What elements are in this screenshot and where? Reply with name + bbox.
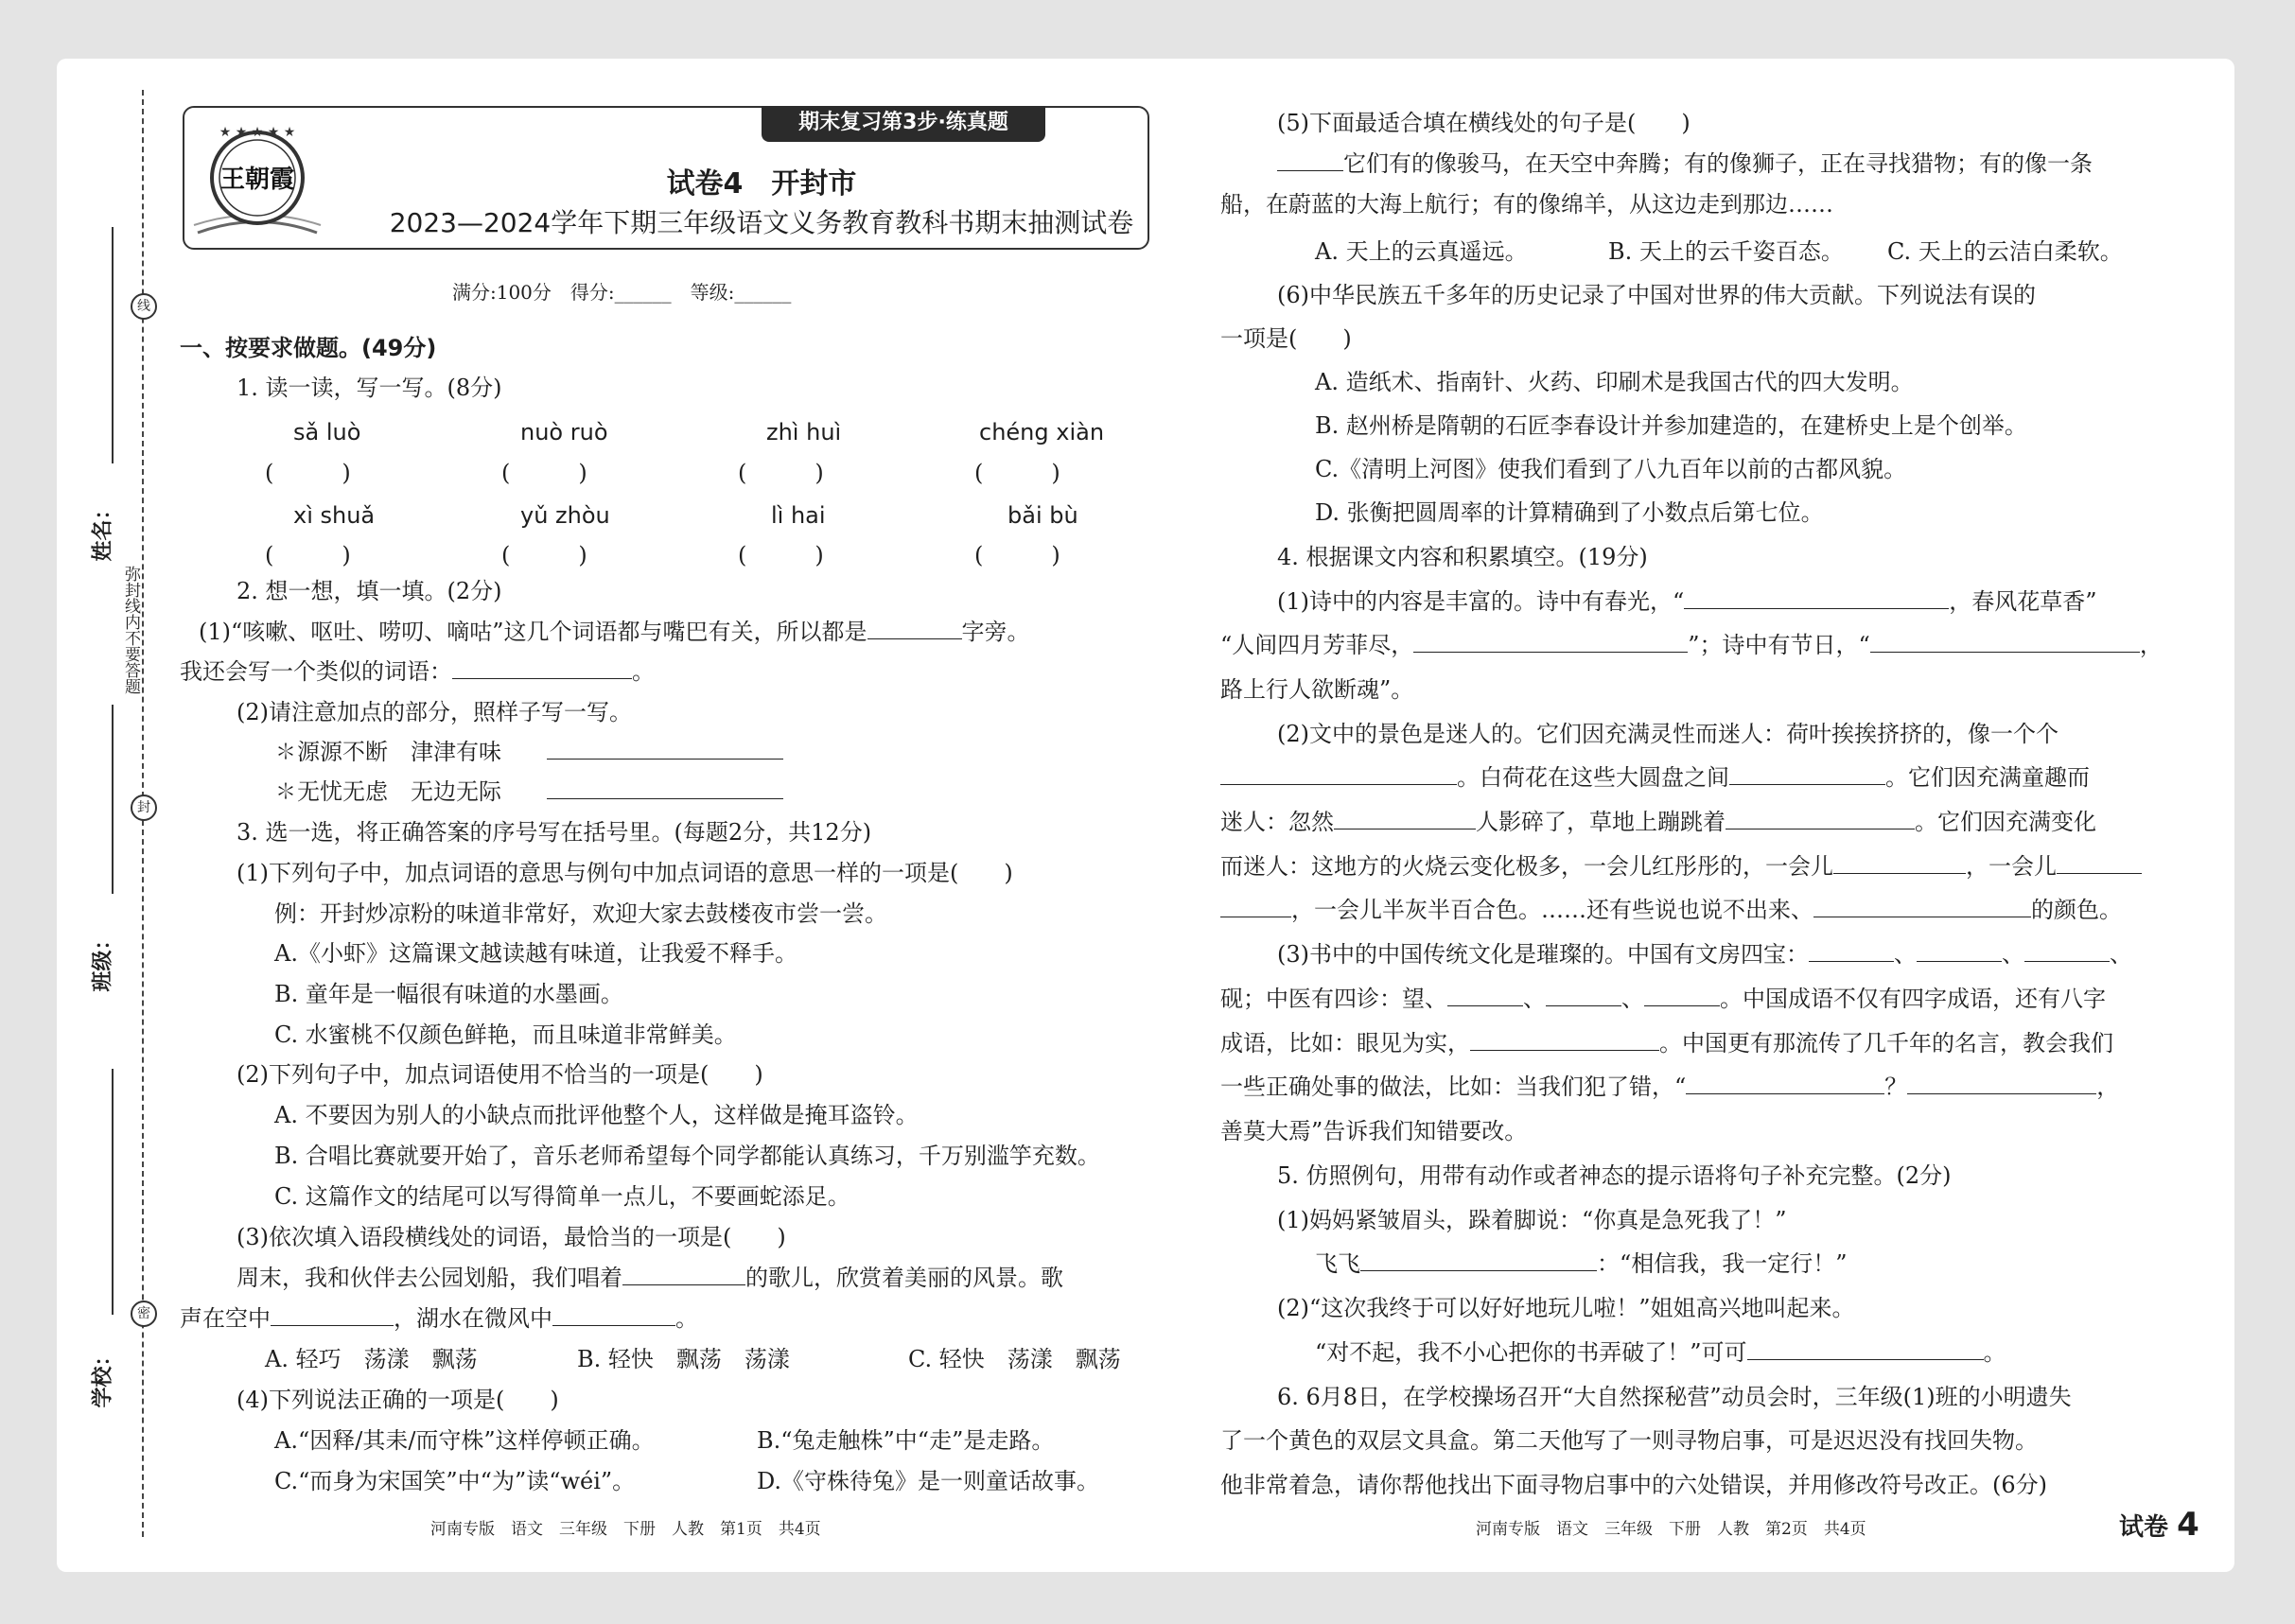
brand-logo xyxy=(192,121,323,242)
q5-2-task: “对不起，我不小心把你的书弄破了！”可可 。 xyxy=(1315,1332,2006,1374)
q3-1-option-a[interactable]: A.《小虾》这篇课文越读越有味道，让我爱不释手。 xyxy=(274,940,797,967)
q4-2-line2: 。白荷花在这些大圆盘之间 。它们因充满童趣而 xyxy=(1220,757,2090,799)
answer-box-2[interactable]: ( ) xyxy=(501,460,587,486)
pinyin-5: xì shuǎ xyxy=(293,502,376,529)
q4-2-line1: (2)文中的景色是迷人的。它们因充满灵性而迷人：荷叶挨挨挤挤的，像一个个 xyxy=(1277,721,2058,747)
seal-marker-line: 线 xyxy=(131,293,157,320)
paper-number-badge: 试卷 4 xyxy=(2119,1506,2199,1544)
q5-1-example: (1)妈妈紧皱眉头，跺着脚说：“你真是急死我了！” xyxy=(1277,1207,1787,1233)
q4-3-line3: 成语，比如：眼见为实， 。中国更有那流传了几千年的名言，教会我们 xyxy=(1220,1022,2113,1065)
q6-stem-1: 6. 6月8日，在学校操场召开“大自然探秘营”动员会时，三年级(1)班的小明遗失 xyxy=(1277,1384,2072,1410)
section-1-heading: 一、按要求做题。(49分) xyxy=(180,335,437,361)
q3-stem: 3. 选一选，将正确答案的序号写在括号里。(每题2分，共12分) xyxy=(237,819,872,846)
q4-1-blank-3[interactable] xyxy=(1870,629,2140,653)
answer-box-1[interactable]: ( ) xyxy=(265,460,351,486)
q3-4-option-a[interactable]: A.“因释/其耒/而守株”这样停顿正确。 xyxy=(274,1427,655,1454)
q6-stem-2: 了一个黄色的双层文具盒。第二天他写了一则寻物启事，可是迟迟没有找回失物。 xyxy=(1220,1427,2038,1454)
class-label: 班级： xyxy=(91,929,115,992)
q3-3-passage-2: 声在空中 ，湖水在微风中 。 xyxy=(180,1298,698,1340)
q4-2-blank-8[interactable] xyxy=(1813,894,2031,917)
q4-2-blank-6[interactable] xyxy=(2057,850,2142,874)
q4-stem: 4. 根据课文内容和积累填空。(19分) xyxy=(1277,544,1648,570)
answer-box-6[interactable]: ( ) xyxy=(501,542,587,568)
answer-box-4[interactable]: ( ) xyxy=(974,460,1060,486)
q4-3-blank-8[interactable] xyxy=(1686,1071,1884,1094)
q4-2-blank-1[interactable] xyxy=(1220,761,1457,785)
q5-2-blank[interactable] xyxy=(1747,1336,1984,1360)
q4-3-blank-6[interactable] xyxy=(1644,983,1720,1006)
q3-3-option-c[interactable]: C. 轻快 荡漾 飘荡 xyxy=(908,1346,1121,1372)
q3-5-stem: (5)下面最适合填在横线处的句子是( ) xyxy=(1277,110,1691,136)
q3-4-option-d[interactable]: D.《守株待兔》是一则童话故事。 xyxy=(757,1468,1100,1494)
q4-1-line3: 路上行人欲断魂”。 xyxy=(1220,676,1414,703)
q3-6-stem-1: (6)中华民族五千多年的历史记录了中国对世界的伟大贡献。下列说法有误的 xyxy=(1277,282,2036,308)
q3-6-option-a[interactable]: A. 造纸术、指南针、火药、印刷术是我国古代的四大发明。 xyxy=(1315,369,1914,395)
q4-3-blank-7[interactable] xyxy=(1470,1027,1659,1051)
exam-subtitle: 2023—2024学年下期三年级语文义务教育教科书期末抽测试卷 xyxy=(389,207,1134,238)
q4-3-blank-1[interactable] xyxy=(1809,938,1894,962)
q4-3-line1: (3)书中的中国传统文化是璀璨的。中国有文房四宝： 、 、 、 xyxy=(1277,934,2132,976)
q4-1-blank-2[interactable] xyxy=(1413,629,1688,653)
q5-stem: 5. 仿照例句，用带有动作或者神态的提示语将句子补充完整。(2分) xyxy=(1277,1162,1952,1189)
q5-2-example: (2)“这次我终于可以好好地玩儿啦！”姐姐高兴地叫起来。 xyxy=(1277,1295,1855,1321)
pinyin-4: chéng xiàn xyxy=(979,419,1105,445)
q4-3-blank-2[interactable] xyxy=(1917,938,2002,962)
q5-1-task: 飞飞 ：“相信我，我一定行！” xyxy=(1315,1243,1848,1285)
q1-stem: 1. 读一读，写一写。(8分) xyxy=(237,375,502,401)
q4-1-blank-1[interactable] xyxy=(1684,585,1949,609)
q3-4-option-c[interactable]: C.“而身为宋国笑”中“为”读“wéi”。 xyxy=(274,1468,636,1494)
answer-box-3[interactable]: ( ) xyxy=(738,460,824,486)
q2-1-line2: 我还会写一个类似的词语： 。 xyxy=(180,651,655,693)
q4-1-line2: “人间四月芳菲尽， ”；诗中有节日，“ ， xyxy=(1220,624,2163,667)
q3-5-option-a[interactable]: A. 天上的云真遥远。 xyxy=(1315,238,1528,265)
q3-5-passage-2: 船，在蔚蓝的大海上航行；有的像绵羊，从这边走到那边…… xyxy=(1220,191,1833,218)
q3-3-stem: (3)依次填入语段横线处的词语，最恰当的一项是( ) xyxy=(237,1224,786,1250)
q3-4-option-b[interactable]: B.“兔走触株”中“走”是走路。 xyxy=(757,1427,1055,1454)
q2-2-example-a: ✽源源不断 津津有味 xyxy=(274,731,783,774)
name-label: 姓名： xyxy=(91,498,115,562)
seal-marker-seal: 封 xyxy=(131,795,157,821)
q3-1-option-b[interactable]: B. 童年是一幅很有味道的水墨画。 xyxy=(274,981,623,1007)
q4-2-blank-2[interactable] xyxy=(1729,761,1885,785)
q4-3-line5: 善莫大焉”告诉我们知错要改。 xyxy=(1220,1118,1528,1144)
answer-box-8[interactable]: ( ) xyxy=(974,542,1060,568)
q2-1-line1: (1)“咳嗽、呕吐、唠叨、嘀咕”这几个词语都与嘴巴有关，所以都是 字旁。 xyxy=(199,611,1030,654)
q3-6-option-b[interactable]: B. 赵州桥是隋朝的石匠李春设计并参加建造的，在建桥史上是个创举。 xyxy=(1315,412,2027,439)
q3-2-option-c[interactable]: C. 这篇作文的结尾可以写得简单一点儿，不要画蛇添足。 xyxy=(274,1183,850,1210)
q3-6-option-c[interactable]: C.《清明上河图》使我们看到了八九百年以前的古都风貌。 xyxy=(1315,456,1907,482)
exam-title: 试卷4 开封市 xyxy=(666,167,857,201)
q4-2-blank-5[interactable] xyxy=(1833,850,1966,874)
q2-2-example-b: ✽无忧无虑 无边无际 xyxy=(274,771,783,813)
q3-2-option-b[interactable]: B. 合唱比赛就要开始了，音乐老师希望每个同学都能认真练习，千万别滥竽充数。 xyxy=(274,1143,1100,1169)
pinyin-1: sǎ luò xyxy=(293,419,361,445)
answer-box-5[interactable]: ( ) xyxy=(265,542,351,568)
q3-3-passage-1: 周末，我和伙伴去公园划船，我们唱着 的歌儿，欣赏着美丽的风景。歌 xyxy=(237,1257,1063,1300)
q2-2-blank-a[interactable] xyxy=(547,736,783,760)
seal-note: 弥封线内不要答题 xyxy=(121,566,140,694)
q4-3-blank-9[interactable] xyxy=(1907,1071,2096,1094)
pinyin-2: nuò ruò xyxy=(520,419,608,445)
q3-2-option-a[interactable]: A. 不要因为别人的小缺点而批评他整个人，这样做是掩耳盗铃。 xyxy=(274,1102,919,1128)
q5-1-blank[interactable] xyxy=(1360,1248,1597,1271)
pinyin-3: zhì huì xyxy=(766,419,842,445)
q3-5-passage-1: 它们有的像骏马，在天空中奔腾；有的像狮子，正在寻找猎物；有的像一条 xyxy=(1277,143,2093,185)
q4-3-blank-3[interactable] xyxy=(2024,938,2110,962)
q3-5-blank[interactable] xyxy=(1277,148,1343,171)
school-field[interactable] xyxy=(112,1069,114,1315)
q4-2-line4: 而迷人：这地方的火烧云变化极多，一会儿红彤彤的，一会儿 ，一会儿 xyxy=(1220,846,2142,888)
q3-3-blank-3[interactable] xyxy=(552,1302,675,1326)
q4-2-line5: ，一会儿半灰半百合色。……还有些说也说不出来、 的颜色。 xyxy=(1220,889,2122,932)
q2-2-stem: (2)请注意加点的部分，照样子写一写。 xyxy=(237,699,632,725)
q3-1-stem: (1)下列句子中，加点词语的意思与例句中加点词语的意思一样的一项是( ) xyxy=(237,860,1013,886)
q3-3-blank-2[interactable] xyxy=(271,1302,394,1326)
q3-2-stem: (2)下列句子中，加点词语使用不恰当的一项是( ) xyxy=(237,1061,763,1088)
q2-1-blank-word[interactable] xyxy=(452,655,632,679)
q4-2-blank-3[interactable] xyxy=(1334,806,1476,829)
q3-3-option-b[interactable]: B. 轻快 飘荡 荡漾 xyxy=(577,1346,790,1372)
class-field[interactable] xyxy=(112,705,114,894)
seal-marker-dense: 密 xyxy=(131,1301,157,1327)
pinyin-8: bǎi bù xyxy=(1007,502,1078,529)
q3-6-option-d[interactable]: D. 张衡把圆周率的计算精确到了小数点后第七位。 xyxy=(1315,499,1824,526)
step-tag: 期末复习第3步·练真题 xyxy=(762,106,1045,142)
q2-stem: 2. 想一想，填一填。(2分) xyxy=(237,578,502,604)
svg-text:★ ★ ★ ★ ★: ★ ★ ★ ★ ★ xyxy=(219,125,296,140)
score-line: 满分:100分 得分:______ 等级:______ xyxy=(452,281,792,304)
q3-3-blank-1[interactable] xyxy=(622,1262,745,1285)
q3-5-option-b[interactable]: B. 天上的云千姿百态。 xyxy=(1608,238,1844,265)
q3-5-option-c[interactable]: C. 天上的云洁白柔软。 xyxy=(1887,238,2123,265)
q4-1-line1: (1)诗中的内容是丰富的。诗中有春光，“ ，春风花草香” xyxy=(1277,581,2097,623)
q3-6-stem-2: 一项是( ) xyxy=(1220,325,1352,352)
q4-3-blank-4[interactable] xyxy=(1447,983,1523,1006)
q3-1-example: 例：开封炒凉粉的味道非常好，欢迎大家去鼓楼夜市尝一尝。 xyxy=(274,900,887,927)
q4-2-line3: 迷人：忽然 人影碎了，草地上蹦跳着 。它们因充满变化 xyxy=(1220,801,2096,844)
pinyin-6: yǔ zhòu xyxy=(520,502,610,529)
school-label: 学校： xyxy=(91,1345,115,1408)
logo-text: 王朝霞 xyxy=(219,166,295,194)
q4-3-line4: 一些正确处事的做法，比如：当我们犯了错，“ ？ ， xyxy=(1220,1066,2119,1109)
q2-1-blank-radical[interactable] xyxy=(867,616,962,639)
name-field[interactable] xyxy=(112,227,114,463)
answer-box-7[interactable]: ( ) xyxy=(738,542,824,568)
q6-stem-3: 他非常着急，请你帮他找出下面寻物启事中的六处错误，并用修改符号改正。(6分) xyxy=(1220,1472,2047,1498)
exam-header xyxy=(183,106,1149,250)
pinyin-7: lì hai xyxy=(771,502,826,529)
q4-3-blank-5[interactable] xyxy=(1546,983,1621,1006)
q3-3-option-a[interactable]: A. 轻巧 荡漾 飘荡 xyxy=(265,1346,478,1372)
page-footer-left: 河南专版 语文 三年级 下册 人教 第1页 共4页 xyxy=(430,1520,821,1539)
q3-1-option-c[interactable]: C. 水蜜桃不仅颜色鲜艳，而且味道非常鲜美。 xyxy=(274,1022,737,1048)
q4-3-line2: 砚；中医有四诊：望、 、 、 。中国成语不仅有四字成语，还有八字 xyxy=(1220,978,2106,1021)
q4-2-blank-4[interactable] xyxy=(1726,806,1915,829)
q3-4-stem: (4)下列说法正确的一项是( ) xyxy=(237,1387,559,1413)
q4-2-blank-7[interactable] xyxy=(1220,894,1291,917)
q2-2-blank-b[interactable] xyxy=(547,776,783,799)
page-footer-right: 河南专版 语文 三年级 下册 人教 第2页 共4页 xyxy=(1476,1520,1866,1539)
